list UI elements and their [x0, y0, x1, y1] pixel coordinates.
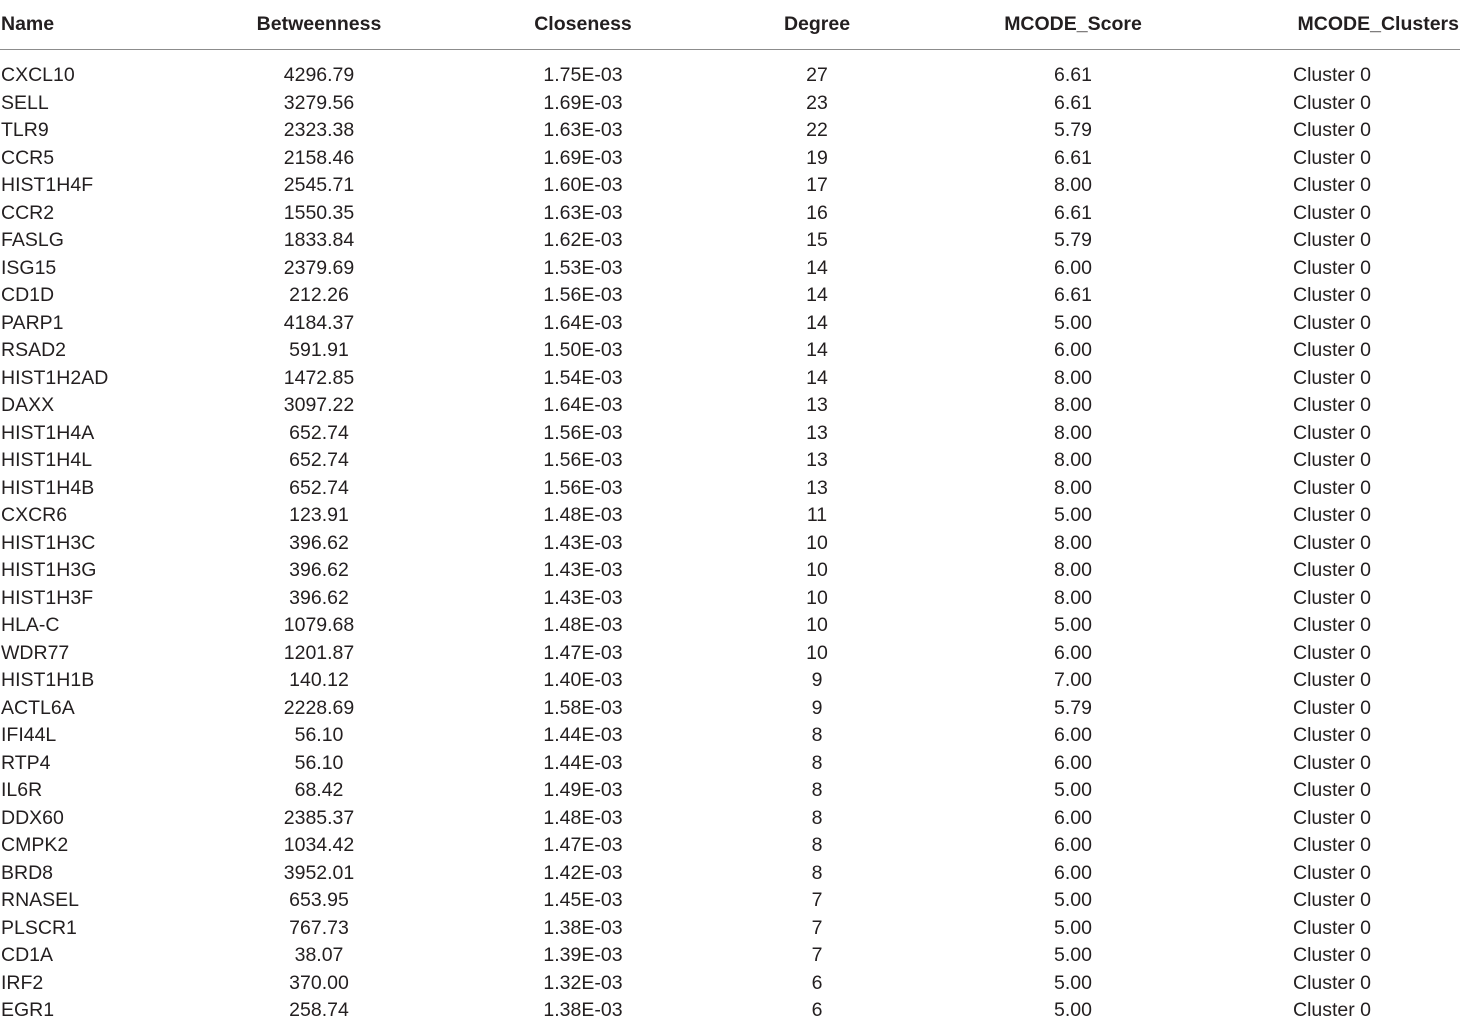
cell-mcode-score: 5.00	[1054, 916, 1092, 939]
cell-mcode-cluster: Cluster 0	[1293, 669, 1372, 691]
table-row	[0, 227, 1460, 255]
cell-degree: 19	[806, 146, 828, 169]
cell-closeness: 1.38E-03	[543, 916, 623, 939]
table-row	[0, 970, 1460, 998]
cell-closeness: 1.50E-03	[543, 339, 623, 361]
cell-name: IRF2	[1, 971, 44, 994]
cell-name: TLR9	[1, 119, 49, 141]
table-row	[0, 722, 1460, 750]
cell-mcode-cluster: Cluster 0	[1293, 504, 1372, 526]
cell-degree: 6	[811, 999, 823, 1021]
table-body	[0, 50, 1460, 1025]
cell-degree: 8	[811, 834, 823, 856]
cell-closeness: 1.56E-03	[543, 476, 623, 499]
cell-name: IL6R	[1, 779, 43, 801]
cell-betweenness: 1034.42	[283, 834, 355, 856]
cell-closeness: 1.44E-03	[543, 751, 623, 774]
cell-mcode-cluster: Cluster 0	[1293, 999, 1372, 1021]
table-row	[0, 695, 1460, 723]
table-row	[0, 117, 1460, 145]
cell-betweenness: 2228.69	[283, 696, 355, 719]
cell-name: DDX60	[1, 806, 64, 829]
cell-closeness: 1.49E-03	[543, 779, 623, 801]
cell-degree: 10	[806, 586, 828, 609]
cell-name: CCR2	[1, 201, 55, 224]
cell-degree: 8	[811, 806, 823, 829]
cell-closeness: 1.69E-03	[543, 91, 623, 114]
cell-name: RTP4	[1, 751, 51, 774]
cell-closeness: 1.43E-03	[543, 559, 623, 581]
cell-name: SELL	[1, 91, 49, 114]
table-row	[0, 557, 1460, 585]
table-row	[0, 282, 1460, 310]
cell-degree: 16	[806, 201, 828, 224]
cell-mcode-score: 5.79	[1054, 119, 1092, 141]
cell-mcode-cluster: Cluster 0	[1293, 174, 1372, 196]
cell-mcode-score: 8.00	[1054, 449, 1092, 471]
cell-name: RNASEL	[1, 889, 80, 911]
cell-mcode-cluster: Cluster 0	[1293, 146, 1372, 169]
cell-degree: 11	[806, 504, 828, 526]
cell-betweenness: 38.07	[294, 944, 344, 966]
cell-mcode-score: 5.79	[1054, 696, 1092, 719]
table-row	[0, 887, 1460, 915]
cell-mcode-cluster: Cluster 0	[1293, 971, 1372, 994]
table-row	[0, 62, 1460, 90]
table-row	[0, 90, 1460, 118]
cell-mcode-score: 8.00	[1054, 174, 1092, 196]
cell-name: CXCR6	[1, 504, 68, 526]
cell-mcode-cluster: Cluster 0	[1293, 64, 1372, 86]
cell-mcode-cluster: Cluster 0	[1293, 229, 1372, 251]
cell-mcode-cluster: Cluster 0	[1293, 559, 1372, 581]
cell-mcode-score: 8.00	[1054, 559, 1092, 581]
cell-mcode-cluster: Cluster 0	[1293, 641, 1372, 664]
table-row	[0, 337, 1460, 365]
cell-name: DAXX	[1, 394, 55, 416]
cell-degree: 6	[811, 971, 823, 994]
header-mcode-clusters: MCODE_Clusters	[1230, 0, 1460, 50]
cell-closeness: 1.56E-03	[543, 284, 623, 306]
cell-betweenness: 2379.69	[283, 256, 355, 279]
cell-degree: 9	[811, 696, 823, 719]
cell-degree: 13	[806, 394, 828, 416]
table-row	[0, 365, 1460, 393]
cell-mcode-cluster: Cluster 0	[1293, 861, 1372, 884]
cell-mcode-score: 8.00	[1054, 421, 1092, 444]
cell-mcode-score: 8.00	[1054, 476, 1092, 499]
cell-betweenness: 68.42	[294, 779, 344, 801]
cell-closeness: 1.42E-03	[543, 861, 623, 884]
cell-closeness: 1.32E-03	[543, 971, 623, 994]
cell-name: PARP1	[1, 311, 64, 334]
cell-mcode-score: 5.00	[1054, 779, 1092, 801]
cell-degree: 17	[806, 174, 828, 196]
table-row	[0, 200, 1460, 228]
cell-mcode-cluster: Cluster 0	[1293, 91, 1372, 114]
cell-closeness: 1.44E-03	[543, 724, 623, 746]
cell-closeness: 1.63E-03	[543, 119, 623, 141]
cell-mcode-score: 6.00	[1054, 834, 1092, 856]
cell-mcode-score: 8.00	[1054, 394, 1092, 416]
cell-name: BRD8	[1, 861, 54, 884]
cell-betweenness: 396.62	[289, 531, 349, 554]
cell-name: RSAD2	[1, 339, 67, 361]
cell-betweenness: 2545.71	[283, 174, 355, 196]
cell-mcode-cluster: Cluster 0	[1293, 531, 1372, 554]
cell-degree: 22	[806, 119, 828, 141]
cell-mcode-score: 6.61	[1054, 91, 1092, 114]
cell-degree: 10	[806, 531, 828, 554]
cell-betweenness: 123.91	[289, 504, 349, 526]
cell-mcode-score: 6.00	[1054, 339, 1092, 361]
cell-mcode-score: 5.00	[1054, 614, 1092, 636]
cell-betweenness: 56.10	[294, 751, 344, 774]
cell-name: FASLG	[1, 229, 64, 251]
cell-mcode-score: 6.00	[1054, 256, 1092, 279]
cell-name: HIST1H3C	[1, 531, 96, 554]
header-betweenness: Betweenness	[190, 0, 448, 50]
cell-mcode-score: 5.00	[1054, 999, 1092, 1021]
table-row	[0, 585, 1460, 613]
cell-name: PLSCR1	[1, 916, 77, 939]
cell-closeness: 1.58E-03	[543, 696, 623, 719]
cell-degree: 13	[806, 449, 828, 471]
table-row	[0, 255, 1460, 283]
cell-betweenness: 396.62	[289, 559, 349, 581]
cell-betweenness: 396.62	[289, 586, 349, 609]
cell-mcode-cluster: Cluster 0	[1293, 311, 1372, 334]
cell-mcode-score: 6.61	[1054, 284, 1092, 306]
table-row	[0, 750, 1460, 778]
cell-betweenness: 2323.38	[283, 119, 355, 141]
table-row	[0, 475, 1460, 503]
cell-mcode-score: 6.00	[1054, 751, 1092, 774]
cell-mcode-cluster: Cluster 0	[1293, 944, 1372, 966]
cell-betweenness: 2158.46	[283, 146, 355, 169]
cell-mcode-cluster: Cluster 0	[1293, 339, 1372, 361]
table-row	[0, 915, 1460, 943]
cell-degree: 10	[806, 614, 828, 636]
cell-mcode-score: 8.00	[1054, 366, 1092, 389]
cell-closeness: 1.47E-03	[543, 641, 623, 664]
cell-mcode-score: 6.61	[1054, 64, 1092, 86]
cell-mcode-cluster: Cluster 0	[1293, 806, 1372, 829]
cell-mcode-cluster: Cluster 0	[1293, 394, 1372, 416]
cell-betweenness: 4184.37	[283, 311, 355, 334]
cell-name: HIST1H2AD	[1, 366, 109, 389]
cell-mcode-cluster: Cluster 0	[1293, 119, 1372, 141]
cell-mcode-score: 5.79	[1054, 229, 1092, 251]
cell-name: HIST1H4F	[1, 174, 94, 196]
cell-mcode-score: 6.00	[1054, 724, 1092, 746]
cell-betweenness: 652.74	[289, 476, 349, 499]
cell-mcode-cluster: Cluster 0	[1293, 201, 1372, 224]
cell-betweenness: 370.00	[289, 971, 349, 994]
cell-betweenness: 212.26	[289, 284, 349, 306]
cell-closeness: 1.43E-03	[543, 531, 623, 554]
cell-mcode-score: 6.00	[1054, 861, 1092, 884]
cell-mcode-score: 6.00	[1054, 641, 1092, 664]
cell-degree: 10	[806, 641, 828, 664]
cell-degree: 8	[811, 779, 823, 801]
table-row	[0, 640, 1460, 668]
cell-degree: 7	[811, 944, 823, 966]
cell-mcode-cluster: Cluster 0	[1293, 724, 1372, 746]
cell-name: WDR77	[1, 641, 70, 664]
cell-name: CCR5	[1, 146, 55, 169]
cell-closeness: 1.43E-03	[543, 586, 623, 609]
cell-mcode-score: 5.00	[1054, 944, 1092, 966]
table-row	[0, 777, 1460, 805]
cell-mcode-cluster: Cluster 0	[1293, 614, 1372, 636]
cell-closeness: 1.64E-03	[543, 394, 623, 416]
cell-degree: 8	[811, 724, 823, 746]
cell-mcode-cluster: Cluster 0	[1293, 834, 1372, 856]
cell-closeness: 1.62E-03	[543, 229, 623, 251]
cell-mcode-cluster: Cluster 0	[1293, 889, 1372, 911]
cell-mcode-cluster: Cluster 0	[1293, 256, 1372, 279]
cell-betweenness: 1550.35	[283, 201, 355, 224]
table-row	[0, 997, 1460, 1025]
cell-name: HIST1H4A	[1, 421, 95, 444]
cell-betweenness: 56.10	[294, 724, 344, 746]
cell-mcode-cluster: Cluster 0	[1293, 421, 1372, 444]
cell-betweenness: 653.95	[289, 889, 349, 911]
cell-mcode-score: 5.00	[1054, 311, 1092, 334]
cell-betweenness: 1472.85	[283, 366, 355, 389]
cell-degree: 7	[811, 889, 823, 911]
cell-name: HIST1H4B	[1, 476, 95, 499]
table-row	[0, 447, 1460, 475]
table-row	[0, 667, 1460, 695]
cell-closeness: 1.45E-03	[543, 889, 623, 911]
cell-mcode-cluster: Cluster 0	[1293, 586, 1372, 609]
cell-betweenness: 652.74	[289, 421, 349, 444]
cell-name: EGR1	[1, 999, 55, 1021]
header-name: Name	[0, 0, 190, 50]
table-row	[0, 502, 1460, 530]
cell-betweenness: 3952.01	[283, 861, 355, 884]
table-row	[0, 530, 1460, 558]
cell-mcode-score: 8.00	[1054, 586, 1092, 609]
cell-degree: 14	[806, 339, 828, 361]
cell-betweenness: 591.91	[289, 339, 349, 361]
table-row	[0, 172, 1460, 200]
cell-degree: 10	[806, 559, 828, 581]
cell-closeness: 1.75E-03	[543, 64, 623, 86]
cell-name: HIST1H3G	[1, 559, 97, 581]
cell-degree: 15	[806, 229, 828, 251]
cell-degree: 14	[806, 256, 828, 279]
cell-betweenness: 3097.22	[283, 394, 355, 416]
cell-name: HLA-C	[1, 614, 60, 636]
cell-degree: 14	[806, 366, 828, 389]
cell-mcode-cluster: Cluster 0	[1293, 449, 1372, 471]
cell-degree: 9	[811, 669, 823, 691]
header-row	[0, 0, 1460, 50]
cell-name: CMPK2	[1, 834, 69, 856]
cell-mcode-score: 5.00	[1054, 504, 1092, 526]
cell-degree: 13	[806, 421, 828, 444]
cell-degree: 8	[811, 751, 823, 774]
cell-degree: 14	[806, 311, 828, 334]
cell-degree: 27	[806, 64, 828, 86]
cell-closeness: 1.47E-03	[543, 834, 623, 856]
cell-name: ACTL6A	[1, 696, 75, 719]
cell-mcode-cluster: Cluster 0	[1293, 696, 1372, 719]
header-mcode-score: MCODE_Score	[916, 0, 1230, 50]
cell-closeness: 1.60E-03	[543, 174, 623, 196]
cell-closeness: 1.53E-03	[543, 256, 623, 279]
cell-betweenness: 2385.37	[283, 806, 355, 829]
table-row	[0, 832, 1460, 860]
cell-closeness: 1.54E-03	[543, 366, 623, 389]
cell-closeness: 1.40E-03	[543, 669, 623, 691]
cell-betweenness: 3279.56	[283, 91, 355, 114]
cell-mcode-cluster: Cluster 0	[1293, 366, 1372, 389]
cell-betweenness: 258.74	[289, 999, 349, 1021]
cell-closeness: 1.48E-03	[543, 504, 623, 526]
cell-closeness: 1.38E-03	[543, 999, 623, 1021]
cell-closeness: 1.56E-03	[543, 421, 623, 444]
cell-name: HIST1H1B	[1, 669, 95, 691]
cell-mcode-cluster: Cluster 0	[1293, 284, 1372, 306]
cell-degree: 23	[806, 91, 828, 114]
cell-betweenness: 4296.79	[283, 64, 355, 86]
cell-closeness: 1.64E-03	[543, 311, 623, 334]
table-row	[0, 612, 1460, 640]
table-row	[0, 420, 1460, 448]
cell-mcode-score: 5.00	[1054, 971, 1092, 994]
cell-mcode-cluster: Cluster 0	[1293, 476, 1372, 499]
table-row	[0, 392, 1460, 420]
cell-mcode-score: 8.00	[1054, 531, 1092, 554]
cell-closeness: 1.56E-03	[543, 449, 623, 471]
cell-betweenness: 1079.68	[283, 614, 355, 636]
cell-degree: 7	[811, 916, 823, 939]
cell-name: CD1A	[1, 944, 54, 966]
cell-betweenness: 1201.87	[283, 641, 355, 664]
cell-mcode-score: 6.61	[1054, 201, 1092, 224]
cell-closeness: 1.48E-03	[543, 614, 623, 636]
cell-betweenness: 140.12	[289, 669, 349, 691]
table-row	[0, 860, 1460, 888]
cell-name: CD1D	[1, 284, 55, 306]
cell-closeness: 1.48E-03	[543, 806, 623, 829]
cell-closeness: 1.63E-03	[543, 201, 623, 224]
cell-degree: 14	[806, 284, 828, 306]
cell-name: HIST1H4L	[1, 449, 93, 471]
cell-betweenness: 652.74	[289, 449, 349, 471]
table-row	[0, 310, 1460, 338]
table-row	[0, 145, 1460, 173]
cell-betweenness: 1833.84	[283, 229, 355, 251]
cell-mcode-score: 6.00	[1054, 806, 1092, 829]
cell-degree: 13	[806, 476, 828, 499]
cell-mcode-cluster: Cluster 0	[1293, 779, 1372, 801]
cell-mcode-cluster: Cluster 0	[1293, 751, 1372, 774]
cell-closeness: 1.69E-03	[543, 146, 623, 169]
cell-mcode-score: 7.00	[1054, 669, 1092, 691]
cell-mcode-score: 6.61	[1054, 146, 1092, 169]
cell-betweenness: 767.73	[289, 916, 349, 939]
cell-mcode-cluster: Cluster 0	[1293, 916, 1372, 939]
header-degree: Degree	[718, 0, 916, 50]
cell-mcode-score: 5.00	[1054, 889, 1092, 911]
cell-name: HIST1H3F	[1, 586, 94, 609]
cell-degree: 8	[811, 861, 823, 884]
table-row	[0, 805, 1460, 833]
cell-closeness: 1.39E-03	[543, 944, 623, 966]
cell-name: ISG15	[1, 256, 57, 279]
table-row	[0, 942, 1460, 970]
header-closeness: Closeness	[448, 0, 718, 50]
cell-name: IFI44L	[1, 724, 57, 746]
cell-name: CXCL10	[1, 64, 75, 86]
